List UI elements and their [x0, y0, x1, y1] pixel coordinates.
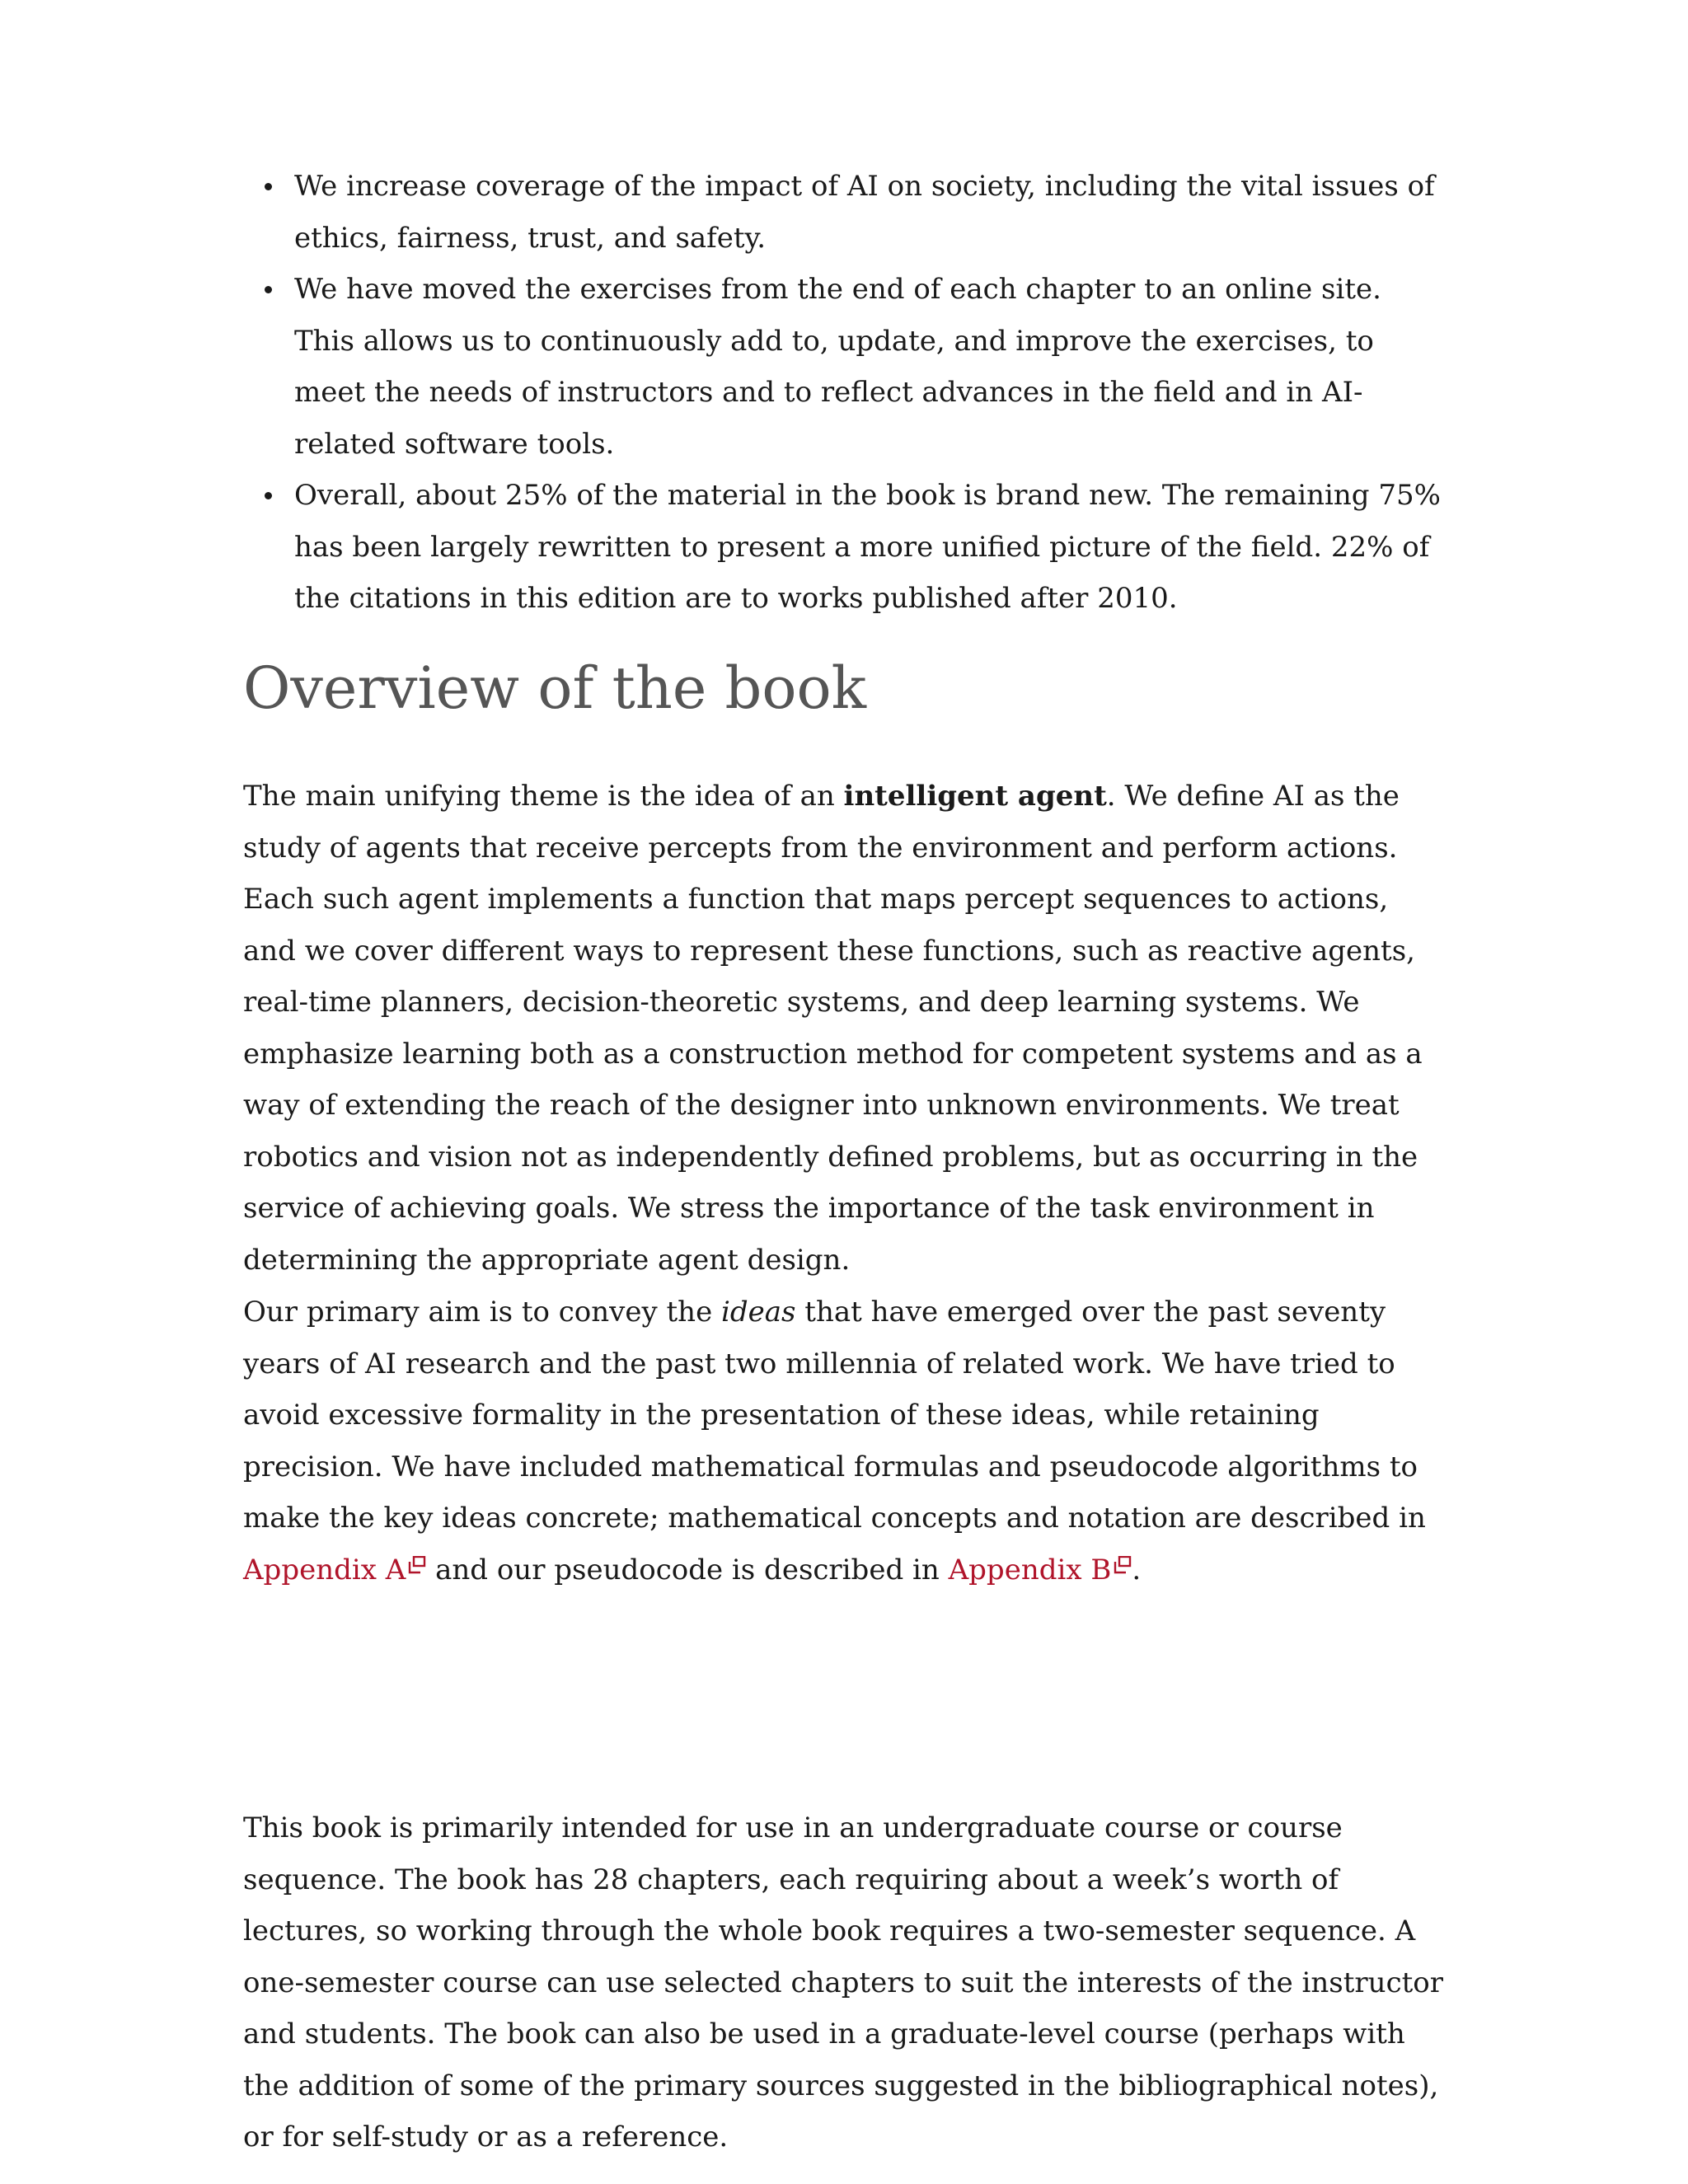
section-heading: Overview of the book	[243, 654, 867, 722]
list-item	[243, 470, 1447, 625]
bullet-icon	[265, 492, 272, 499]
bullet-icon	[265, 183, 272, 190]
bullet-icon	[265, 286, 272, 293]
list-item	[243, 161, 1447, 264]
paragraph-text: .	[1132, 1553, 1142, 1586]
paragraph-intended-use: This book is primarily intended for use in an undergraduate course or course sequence. The book has 28 chapters, each requiring about a week’s worth of lectures, so working through the whole book requires a two-semester sequence. A one-semester course can use selected chapters to suit the interests of the instructor and students. The book can also be used in a graduate-level course (perhaps with the addition of some of the primary sources suggested in the bibliographical notes), or for self-study or as a reference.	[243, 1811, 1443, 2154]
book-page	[243, 161, 1447, 2154]
paragraph-intelligent-agent	[243, 771, 1447, 1286]
paragraph-text: and our pseudocode is described in	[426, 1553, 949, 1586]
paragraph-text: that have emerged over the past seventy years of AI research and the past two millennia of related work. We have tried to avoid excessive formality in the presentation of these ideas, while retaining precision. We have included mathematical formulas and pseudocode algorithms to make the key ideas concrete; mathematical concepts and notation are described in	[243, 1296, 1426, 1535]
italic-term: ideas	[721, 1296, 796, 1329]
paragraph-primary-aim	[243, 1286, 1447, 1596]
list-item-text: Overall, about 25% of the material in the book is brand new. The remaining 75% has been largely rewritten to present a more unified picture of the field. 22% of the citations in this edition are to works published after 2010.	[294, 479, 1441, 615]
appendix-b-label: Appendix B	[948, 1553, 1112, 1586]
appendix-a-label: Appendix A	[243, 1553, 406, 1586]
appendix-b-link[interactable]	[949, 1554, 1132, 1586]
external-link-icon	[408, 1556, 426, 1574]
bold-term: intelligent agent	[843, 780, 1107, 813]
list-item-text: We have moved the exercises from the end of each chapter to an online site. This allows us to continuously add to, update, and improve the exercises, to meet the needs of instructors and to reflect advances in the field and in AI-related software tools.	[294, 273, 1381, 461]
paragraph-text: . We define AI as the study of agents that receive percepts from the environment and perform actions. Each such agent implements a function that maps percept sequences to actions, and we cover different ways to represent these functions, such as reactive agents, real-time planners, decision-theoretic systems, and deep learning systems. We emphasize learning both as a construction method for competent systems and as a way of extending the reach of the designer into unknown environments. We treat robotics and vision not as independently defined problems, but as occurring in the service of achieving goals. We stress the importance of the task environment in determining the appropriate agent design.	[243, 780, 1423, 1277]
paragraph-text: Our primary aim is to convey the	[243, 1296, 722, 1329]
appendix-a-link[interactable]	[243, 1554, 426, 1586]
changes-list	[243, 161, 1447, 625]
list-item	[243, 264, 1447, 470]
external-link-icon	[1114, 1556, 1132, 1574]
list-item-text: We increase coverage of the impact of AI on society, including the vital issues of ethics, fairness, trust, and safety.	[294, 170, 1435, 255]
paragraph-text: The main unifying theme is the idea of an	[243, 780, 844, 813]
